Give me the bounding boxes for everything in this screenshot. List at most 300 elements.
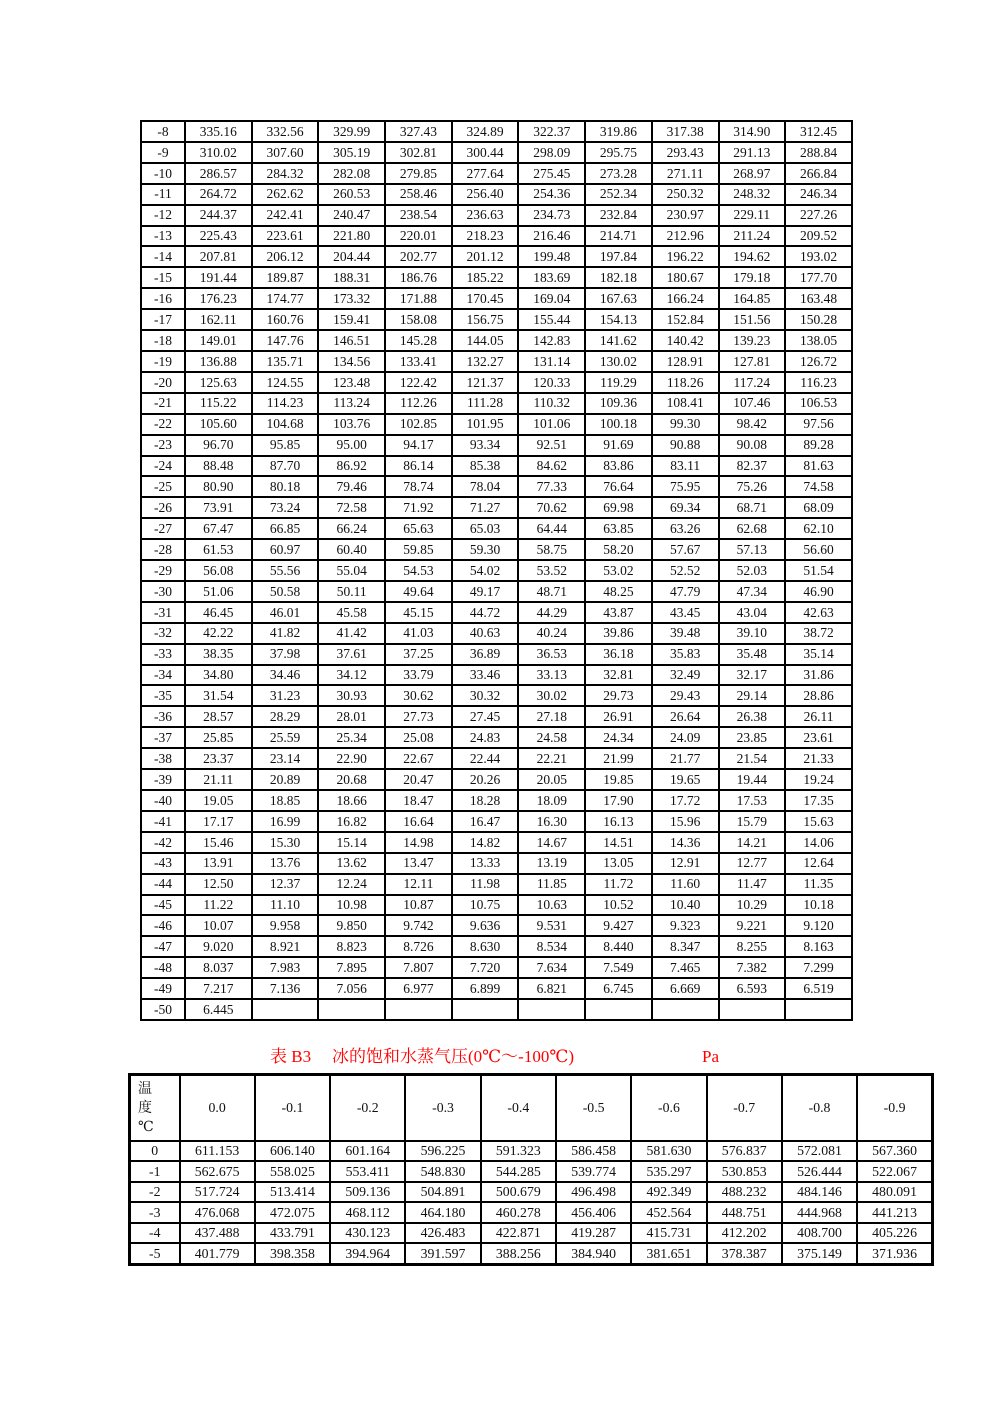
t1-pressure-cell: 98.42 <box>719 414 786 435</box>
t1-pressure-cell: 20.26 <box>452 769 519 790</box>
t1-pressure-cell: 21.54 <box>719 748 786 769</box>
t1-pressure-cell: 9.742 <box>385 915 452 936</box>
t1-pressure-cell <box>585 999 652 1020</box>
t1-pressure-cell: 185.22 <box>452 267 519 288</box>
t1-pressure-cell: 106.53 <box>785 393 852 414</box>
t1-pressure-cell: 10.40 <box>652 895 719 916</box>
t1-temperature-cell: -29 <box>141 560 185 581</box>
t2-pressure-cell: 539.774 <box>556 1161 631 1181</box>
t1-pressure-cell: 119.29 <box>585 372 652 393</box>
t1-pressure-cell: 209.52 <box>785 226 852 247</box>
t1-pressure-cell: 11.47 <box>719 874 786 895</box>
t1-pressure-cell: 216.46 <box>518 226 585 247</box>
t1-pressure-cell: 17.17 <box>185 811 252 832</box>
t1-pressure-cell: 111.28 <box>452 393 519 414</box>
t1-pressure-cell: 17.72 <box>652 790 719 811</box>
t1-pressure-cell: 16.82 <box>318 811 385 832</box>
t1-pressure-cell: 16.64 <box>385 811 452 832</box>
t1-pressure-cell: 9.531 <box>518 915 585 936</box>
t1-pressure-cell: 19.85 <box>585 769 652 790</box>
t1-pressure-cell: 39.10 <box>719 623 786 644</box>
t2-pressure-cell: 422.871 <box>481 1223 556 1243</box>
t1-pressure-cell: 77.33 <box>518 476 585 497</box>
t1-pressure-cell: 73.91 <box>185 497 252 518</box>
t1-pressure-cell: 194.62 <box>719 246 786 267</box>
table-row <box>141 309 852 330</box>
t1-pressure-cell: 103.76 <box>318 414 385 435</box>
t2-temperature-header-line: ℃ <box>138 1119 154 1135</box>
t2-offset-header-cell: -0.6 <box>631 1075 706 1142</box>
table-row <box>141 978 852 999</box>
t2-temperature-cell: -3 <box>130 1202 180 1222</box>
t1-pressure-cell: 35.83 <box>652 644 719 665</box>
t1-pressure-cell: 26.91 <box>585 706 652 727</box>
t2-pressure-cell: 464.180 <box>405 1202 480 1222</box>
t1-pressure-cell <box>518 999 585 1020</box>
t1-pressure-cell: 15.79 <box>719 811 786 832</box>
table-row <box>141 435 852 456</box>
t1-pressure-cell: 7.382 <box>719 957 786 978</box>
t1-pressure-cell: 335.16 <box>185 121 252 142</box>
t2-pressure-cell: 535.297 <box>631 1161 706 1181</box>
t1-pressure-cell: 95.85 <box>252 435 319 456</box>
t1-pressure-cell: 9.958 <box>252 915 319 936</box>
table-row <box>130 1223 933 1243</box>
t1-pressure-cell: 89.28 <box>785 435 852 456</box>
t1-pressure-cell: 188.31 <box>318 267 385 288</box>
table-b3-caption <box>0 1044 992 1070</box>
t1-pressure-cell: 162.11 <box>185 309 252 330</box>
t1-pressure-cell: 6.899 <box>452 978 519 999</box>
saturation-vapor-pressure-table-continuation <box>140 120 853 1021</box>
t1-temperature-cell: -43 <box>141 853 185 874</box>
t2-offset-header-cell: -0.8 <box>782 1075 857 1142</box>
t1-pressure-cell: 71.92 <box>385 497 452 518</box>
t1-pressure-cell: 58.75 <box>518 539 585 560</box>
t1-pressure-cell: 139.23 <box>719 330 786 351</box>
t1-pressure-cell: 59.85 <box>385 539 452 560</box>
t1-pressure-cell: 8.534 <box>518 936 585 957</box>
t2-pressure-cell: 553.411 <box>330 1161 405 1181</box>
t2-pressure-cell: 496.498 <box>556 1182 631 1202</box>
t2-pressure-cell: 437.488 <box>180 1223 255 1243</box>
t2-pressure-cell: 492.349 <box>631 1182 706 1202</box>
t1-pressure-cell: 40.63 <box>452 623 519 644</box>
t1-pressure-cell: 16.99 <box>252 811 319 832</box>
t1-temperature-cell: -21 <box>141 393 185 414</box>
t1-pressure-cell: 100.18 <box>585 414 652 435</box>
t1-temperature-cell: -50 <box>141 999 185 1020</box>
t1-pressure-cell: 171.88 <box>385 288 452 309</box>
t1-pressure-cell: 206.12 <box>252 246 319 267</box>
t1-temperature-cell: -30 <box>141 581 185 602</box>
t1-pressure-cell: 12.64 <box>785 853 852 874</box>
t2-pressure-cell: 375.149 <box>782 1243 857 1264</box>
t1-pressure-cell: 101.06 <box>518 414 585 435</box>
t1-pressure-cell: 10.07 <box>185 915 252 936</box>
t1-pressure-cell: 13.05 <box>585 853 652 874</box>
t1-pressure-cell: 317.38 <box>652 121 719 142</box>
table-row <box>141 915 852 936</box>
t1-pressure-cell: 7.056 <box>318 978 385 999</box>
table-b3-unit: Pa <box>702 1047 719 1066</box>
t1-temperature-cell: -42 <box>141 832 185 853</box>
t2-pressure-cell: 576.837 <box>707 1141 782 1161</box>
t1-pressure-cell: 12.77 <box>719 853 786 874</box>
t1-pressure-cell: 87.70 <box>252 456 319 477</box>
t1-pressure-cell: 22.90 <box>318 748 385 769</box>
table-row <box>141 748 852 769</box>
t2-offset-header-cell: -0.5 <box>556 1075 631 1142</box>
t2-pressure-cell: 398.358 <box>255 1243 330 1264</box>
t1-pressure-cell: 15.96 <box>652 811 719 832</box>
t1-pressure-cell: 73.24 <box>252 497 319 518</box>
t1-pressure-cell: 14.98 <box>385 832 452 853</box>
t1-pressure-cell: 45.58 <box>318 602 385 623</box>
t1-pressure-cell: 12.50 <box>185 874 252 895</box>
t1-pressure-cell: 164.85 <box>719 288 786 309</box>
t1-pressure-cell: 36.18 <box>585 644 652 665</box>
t1-pressure-cell: 80.90 <box>185 476 252 497</box>
t1-pressure-cell: 207.81 <box>185 246 252 267</box>
t1-pressure-cell: 16.13 <box>585 811 652 832</box>
t1-temperature-cell: -39 <box>141 769 185 790</box>
t1-pressure-cell: 8.347 <box>652 936 719 957</box>
t1-temperature-cell: -47 <box>141 936 185 957</box>
t1-pressure-cell: 10.52 <box>585 895 652 916</box>
t1-pressure-cell: 39.86 <box>585 623 652 644</box>
t1-pressure-cell: 32.49 <box>652 665 719 686</box>
t1-pressure-cell: 37.25 <box>385 644 452 665</box>
t1-pressure-cell: 69.34 <box>652 497 719 518</box>
t2-pressure-cell: 476.068 <box>180 1202 255 1222</box>
t1-pressure-cell: 105.60 <box>185 414 252 435</box>
t1-temperature-cell: -16 <box>141 288 185 309</box>
t1-pressure-cell: 10.98 <box>318 895 385 916</box>
t1-pressure-cell: 295.75 <box>585 142 652 163</box>
t1-pressure-cell: 22.44 <box>452 748 519 769</box>
t2-pressure-cell: 513.414 <box>255 1182 330 1202</box>
t1-pressure-cell: 183.69 <box>518 267 585 288</box>
t1-pressure-cell: 319.86 <box>585 121 652 142</box>
t1-pressure-cell: 19.24 <box>785 769 852 790</box>
t1-pressure-cell: 244.37 <box>185 205 252 226</box>
t1-pressure-cell: 159.41 <box>318 309 385 330</box>
t1-pressure-cell: 26.38 <box>719 706 786 727</box>
t1-pressure-cell: 302.81 <box>385 142 452 163</box>
t1-pressure-cell: 94.17 <box>385 435 452 456</box>
t1-pressure-cell: 24.09 <box>652 727 719 748</box>
t1-pressure-cell: 123.48 <box>318 372 385 393</box>
t2-pressure-cell: 426.483 <box>405 1223 480 1243</box>
t1-pressure-cell: 7.895 <box>318 957 385 978</box>
t1-pressure-cell: 18.66 <box>318 790 385 811</box>
table-row <box>141 205 852 226</box>
t2-pressure-cell: 388.256 <box>481 1243 556 1264</box>
t1-pressure-cell: 149.01 <box>185 330 252 351</box>
t1-temperature-cell: -17 <box>141 309 185 330</box>
t1-pressure-cell: 50.11 <box>318 581 385 602</box>
t1-pressure-cell: 300.44 <box>452 142 519 163</box>
t1-pressure-cell: 16.47 <box>452 811 519 832</box>
table-row <box>141 372 852 393</box>
t1-pressure-cell: 60.97 <box>252 539 319 560</box>
t1-pressure-cell: 9.850 <box>318 915 385 936</box>
t2-pressure-cell: 433.791 <box>255 1223 330 1243</box>
table-row <box>141 414 852 435</box>
t2-pressure-cell: 591.323 <box>481 1141 556 1161</box>
t1-pressure-cell: 65.03 <box>452 518 519 539</box>
t2-pressure-cell: 606.140 <box>255 1141 330 1161</box>
t1-pressure-cell: 86.14 <box>385 456 452 477</box>
t2-pressure-cell: 611.153 <box>180 1141 255 1161</box>
table-row <box>141 602 852 623</box>
t1-pressure-cell: 13.76 <box>252 853 319 874</box>
t1-pressure-cell: 91.69 <box>585 435 652 456</box>
t1-pressure-cell: 69.98 <box>585 497 652 518</box>
t2-pressure-cell: 391.597 <box>405 1243 480 1264</box>
t1-pressure-cell: 182.18 <box>585 267 652 288</box>
t1-pressure-cell: 130.02 <box>585 351 652 372</box>
t1-pressure-cell: 240.47 <box>318 205 385 226</box>
t1-pressure-cell: 7.465 <box>652 957 719 978</box>
t1-pressure-cell: 125.63 <box>185 372 252 393</box>
t1-pressure-cell: 25.59 <box>252 727 319 748</box>
t1-pressure-cell: 145.28 <box>385 330 452 351</box>
table-row <box>141 936 852 957</box>
t1-pressure-cell: 6.519 <box>785 978 852 999</box>
t1-pressure-cell: 93.34 <box>452 435 519 456</box>
t1-pressure-cell: 225.43 <box>185 226 252 247</box>
t1-pressure-cell: 156.75 <box>452 309 519 330</box>
t1-pressure-cell <box>719 999 786 1020</box>
t2-pressure-cell: 500.679 <box>481 1182 556 1202</box>
table-row <box>130 1161 933 1181</box>
t1-pressure-cell: 78.74 <box>385 476 452 497</box>
t1-pressure-cell: 260.53 <box>318 184 385 205</box>
t1-temperature-cell: -34 <box>141 665 185 686</box>
t1-pressure-cell: 86.92 <box>318 456 385 477</box>
t1-temperature-cell: -36 <box>141 706 185 727</box>
t1-pressure-cell: 122.42 <box>385 372 452 393</box>
t2-pressure-cell: 401.779 <box>180 1243 255 1264</box>
table-row <box>141 476 852 497</box>
t1-pressure-cell: 305.19 <box>318 142 385 163</box>
t1-pressure-cell: 76.64 <box>585 476 652 497</box>
table-row <box>141 267 852 288</box>
t1-pressure-cell: 20.89 <box>252 769 319 790</box>
t1-pressure-cell: 32.17 <box>719 665 786 686</box>
t1-pressure-cell: 11.85 <box>518 874 585 895</box>
t1-pressure-cell: 83.86 <box>585 456 652 477</box>
t1-pressure-cell: 24.83 <box>452 727 519 748</box>
t1-pressure-cell: 212.96 <box>652 226 719 247</box>
t1-pressure-cell: 78.04 <box>452 476 519 497</box>
t1-pressure-cell: 12.91 <box>652 853 719 874</box>
t1-pressure-cell: 116.23 <box>785 372 852 393</box>
t2-pressure-cell: 384.940 <box>556 1243 631 1264</box>
t1-pressure-cell: 158.08 <box>385 309 452 330</box>
table-row <box>141 121 852 142</box>
t1-temperature-cell: -35 <box>141 685 185 706</box>
t1-temperature-cell: -48 <box>141 957 185 978</box>
t1-pressure-cell: 250.32 <box>652 184 719 205</box>
table-row <box>141 832 852 853</box>
t1-pressure-cell: 120.33 <box>518 372 585 393</box>
table-b3-title: 冰的饱和水蒸气压(0℃～-100℃) <box>332 1047 575 1066</box>
t1-pressure-cell: 101.95 <box>452 414 519 435</box>
t1-pressure-cell: 32.81 <box>585 665 652 686</box>
t1-pressure-cell: 167.63 <box>585 288 652 309</box>
t1-pressure-cell: 144.05 <box>452 330 519 351</box>
t1-pressure-cell: 51.54 <box>785 560 852 581</box>
t1-pressure-cell <box>452 999 519 1020</box>
t1-pressure-cell: 230.97 <box>652 205 719 226</box>
t1-pressure-cell: 29.43 <box>652 685 719 706</box>
t1-pressure-cell: 35.14 <box>785 644 852 665</box>
t1-pressure-cell: 18.09 <box>518 790 585 811</box>
t1-temperature-cell: -37 <box>141 727 185 748</box>
t1-pressure-cell: 266.84 <box>785 163 852 184</box>
t1-pressure-cell: 291.13 <box>719 142 786 163</box>
t1-pressure-cell <box>785 999 852 1020</box>
t1-pressure-cell: 271.11 <box>652 163 719 184</box>
t1-pressure-cell: 14.82 <box>452 832 519 853</box>
t1-pressure-cell: 236.63 <box>452 205 519 226</box>
table-row <box>141 142 852 163</box>
t1-pressure-cell: 29.14 <box>719 685 786 706</box>
t1-pressure-cell: 28.01 <box>318 706 385 727</box>
t2-temperature-cell: -5 <box>130 1243 180 1264</box>
t1-pressure-cell: 28.86 <box>785 685 852 706</box>
t1-pressure-cell: 23.85 <box>719 727 786 748</box>
table-row <box>141 665 852 686</box>
t1-pressure-cell: 252.34 <box>585 184 652 205</box>
t1-pressure-cell: 9.120 <box>785 915 852 936</box>
t1-pressure-cell: 44.72 <box>452 602 519 623</box>
t2-pressure-cell: 544.285 <box>481 1161 556 1181</box>
t2-pressure-cell: 415.731 <box>631 1223 706 1243</box>
t1-temperature-cell: -49 <box>141 978 185 999</box>
t1-temperature-cell: -28 <box>141 539 185 560</box>
t2-pressure-cell: 408.700 <box>782 1223 857 1243</box>
t2-pressure-cell: 504.891 <box>405 1182 480 1202</box>
t1-pressure-cell: 112.26 <box>385 393 452 414</box>
t1-pressure-cell: 273.28 <box>585 163 652 184</box>
t1-temperature-cell: -14 <box>141 246 185 267</box>
t1-pressure-cell: 131.14 <box>518 351 585 372</box>
t1-pressure-cell: 170.45 <box>452 288 519 309</box>
t1-pressure-cell: 6.593 <box>719 978 786 999</box>
t1-pressure-cell: 39.48 <box>652 623 719 644</box>
t1-pressure-cell: 64.44 <box>518 518 585 539</box>
t1-pressure-cell: 46.01 <box>252 602 319 623</box>
t1-temperature-cell: -22 <box>141 414 185 435</box>
t1-pressure-cell: 25.85 <box>185 727 252 748</box>
t1-pressure-cell: 20.68 <box>318 769 385 790</box>
table-row <box>141 790 852 811</box>
t1-pressure-cell: 258.46 <box>385 184 452 205</box>
t1-pressure-cell: 75.26 <box>719 476 786 497</box>
t1-pressure-cell: 221.80 <box>318 226 385 247</box>
t1-pressure-cell: 62.68 <box>719 518 786 539</box>
table-row <box>130 1243 933 1264</box>
t2-pressure-cell: 405.226 <box>857 1223 932 1243</box>
t1-pressure-cell: 67.47 <box>185 518 252 539</box>
t1-pressure-cell: 8.726 <box>385 936 452 957</box>
t1-pressure-cell: 16.30 <box>518 811 585 832</box>
t2-pressure-cell: 441.213 <box>857 1202 932 1222</box>
t1-pressure-cell: 6.445 <box>185 999 252 1020</box>
t1-pressure-cell: 126.72 <box>785 351 852 372</box>
t1-temperature-cell: -32 <box>141 623 185 644</box>
t1-pressure-cell: 30.32 <box>452 685 519 706</box>
t1-pressure-cell: 104.68 <box>252 414 319 435</box>
t1-pressure-cell: 286.57 <box>185 163 252 184</box>
t1-pressure-cell: 6.745 <box>585 978 652 999</box>
t1-temperature-cell: -44 <box>141 874 185 895</box>
t1-pressure-cell: 275.45 <box>518 163 585 184</box>
t1-pressure-cell: 8.921 <box>252 936 319 957</box>
t1-pressure-cell: 218.23 <box>452 226 519 247</box>
t1-pressure-cell: 133.41 <box>385 351 452 372</box>
t1-temperature-cell: -38 <box>141 748 185 769</box>
table-row <box>141 518 852 539</box>
t1-pressure-cell: 42.63 <box>785 602 852 623</box>
t1-pressure-cell: 329.99 <box>318 121 385 142</box>
t1-pressure-cell: 33.46 <box>452 665 519 686</box>
t1-pressure-cell: 288.84 <box>785 142 852 163</box>
t1-pressure-cell: 6.977 <box>385 978 452 999</box>
t1-pressure-cell: 141.62 <box>585 330 652 351</box>
table-row <box>141 811 852 832</box>
t2-pressure-cell: 419.287 <box>556 1223 631 1243</box>
t1-pressure-cell: 43.45 <box>652 602 719 623</box>
t2-pressure-cell: 548.830 <box>405 1161 480 1181</box>
t1-pressure-cell: 18.28 <box>452 790 519 811</box>
t1-pressure-cell: 307.60 <box>252 142 319 163</box>
t1-pressure-cell: 27.18 <box>518 706 585 727</box>
t1-pressure-cell: 12.24 <box>318 874 385 895</box>
t1-pressure-cell: 41.82 <box>252 623 319 644</box>
t1-temperature-cell: -45 <box>141 895 185 916</box>
t1-pressure-cell: 108.41 <box>652 393 719 414</box>
t1-pressure-cell: 56.08 <box>185 560 252 581</box>
t2-pressure-cell: 562.675 <box>180 1161 255 1181</box>
t1-pressure-cell: 53.02 <box>585 560 652 581</box>
t1-pressure-cell: 152.84 <box>652 309 719 330</box>
t1-pressure-cell: 21.77 <box>652 748 719 769</box>
t1-pressure-cell: 10.87 <box>385 895 452 916</box>
t1-pressure-cell: 322.37 <box>518 121 585 142</box>
t1-pressure-cell: 56.60 <box>785 539 852 560</box>
t1-pressure-cell: 268.97 <box>719 163 786 184</box>
t1-pressure-cell: 10.63 <box>518 895 585 916</box>
t1-pressure-cell: 135.71 <box>252 351 319 372</box>
t2-temperature-header-cell <box>130 1075 180 1142</box>
t1-pressure-cell: 65.63 <box>385 518 452 539</box>
t1-pressure-cell: 7.983 <box>252 957 319 978</box>
t1-pressure-cell: 142.83 <box>518 330 585 351</box>
t1-pressure-cell: 13.47 <box>385 853 452 874</box>
table-row <box>141 769 852 790</box>
t1-pressure-cell: 24.58 <box>518 727 585 748</box>
t1-pressure-cell: 24.34 <box>585 727 652 748</box>
t1-temperature-cell: -11 <box>141 184 185 205</box>
t2-pressure-cell: 452.564 <box>631 1202 706 1222</box>
t1-temperature-cell: -41 <box>141 811 185 832</box>
t1-pressure-cell: 62.10 <box>785 518 852 539</box>
